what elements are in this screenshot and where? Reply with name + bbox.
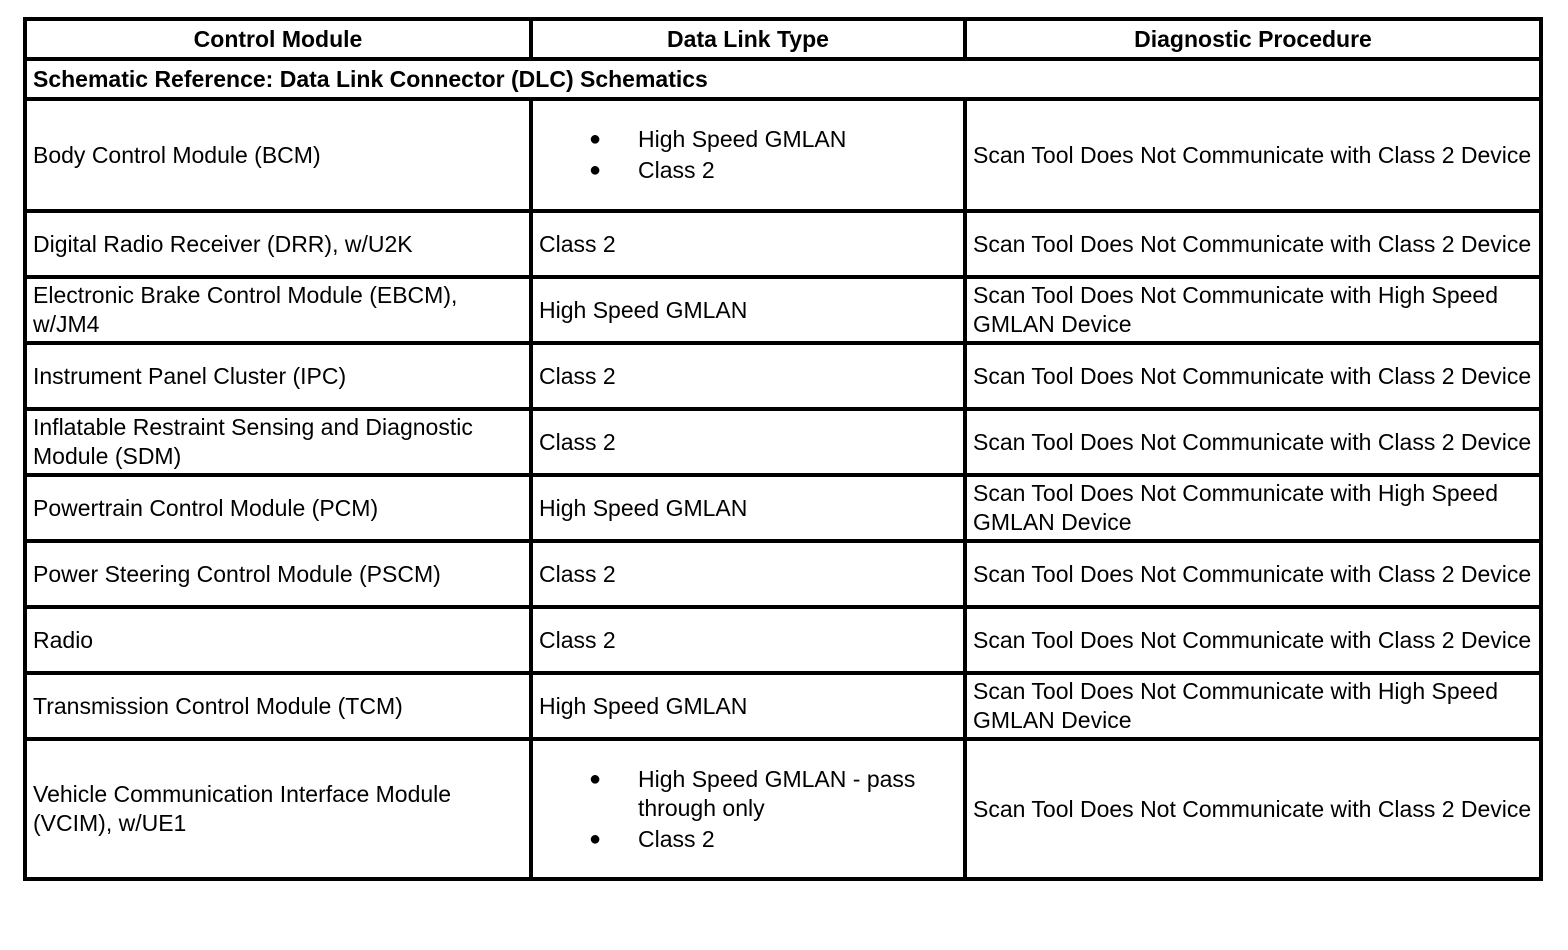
header-control-module: Control Module [25,19,531,59]
procedure-cell: Scan Tool Does Not Communicate with Class 2 Device [965,409,1541,475]
section-row [25,59,1541,99]
module-cell: Instrument Panel Cluster (IPC) [25,343,531,409]
bullet-icon: ● [589,159,602,181]
header-diagnostic-procedure: Diagnostic Procedure [965,19,1541,59]
table-row [25,673,1541,739]
table-row [25,409,1541,475]
table-row [25,277,1541,343]
module-cell: Transmission Control Module (TCM) [25,673,531,739]
table-row [25,211,1541,277]
link-cell: Class 2 [531,607,965,673]
link-bullet-list [539,125,957,185]
table-row [25,343,1541,409]
section-title: Schematic Reference: Data Link Connector (DLC) Schematics [25,59,1541,99]
procedure-cell: Scan Tool Does Not Communicate with High Speed GMLAN Device [965,673,1541,739]
bullet-icon: ● [589,128,602,150]
link-cell [531,739,965,879]
table-row [25,541,1541,607]
module-cell: Electronic Brake Control Module (EBCM), w/JM4 [25,277,531,343]
list-item: ● Class 2 [589,157,715,183]
procedure-cell: Scan Tool Does Not Communicate with High Speed GMLAN Device [965,475,1541,541]
module-cell: Body Control Module (BCM) [25,99,531,211]
list-item: ● High Speed GMLAN [589,126,847,152]
module-cell: Digital Radio Receiver (DRR), w/U2K [25,211,531,277]
link-cell: High Speed GMLAN [531,475,965,541]
link-cell: High Speed GMLAN [531,673,965,739]
list-item: ● Class 2 [589,825,715,852]
module-cell: Vehicle Communication Interface Module (VCIM), w/UE1 [25,739,531,879]
link-bullet-list [539,765,957,854]
procedure-cell: Scan Tool Does Not Communicate with Class 2 Device [965,99,1541,211]
header-data-link-type: Data Link Type [531,19,965,59]
link-cell [531,99,965,211]
module-cell: Powertrain Control Module (PCM) [25,475,531,541]
module-cell: Radio [25,607,531,673]
list-item: ● High Speed GMLAN - pass through only [589,765,916,821]
procedure-cell: Scan Tool Does Not Communicate with Class 2 Device [965,607,1541,673]
table-header-row [25,19,1541,59]
link-cell: Class 2 [531,211,965,277]
link-cell: High Speed GMLAN [531,277,965,343]
table-row [25,99,1541,211]
bullet-icon: ● [589,827,602,850]
link-cell: Class 2 [531,541,965,607]
module-cell: Power Steering Control Module (PSCM) [25,541,531,607]
procedure-cell: Scan Tool Does Not Communicate with Class 2 Device [965,739,1541,879]
dlc-data-link-table [23,17,1543,881]
link-cell: Class 2 [531,409,965,475]
procedure-cell: Scan Tool Does Not Communicate with Class 2 Device [965,343,1541,409]
table-row [25,739,1541,879]
link-cell: Class 2 [531,343,965,409]
procedure-cell: Scan Tool Does Not Communicate with Class 2 Device [965,211,1541,277]
procedure-cell: Scan Tool Does Not Communicate with High Speed GMLAN Device [965,277,1541,343]
table-row [25,607,1541,673]
bullet-icon: ● [589,767,602,790]
module-cell: Inflatable Restraint Sensing and Diagnostic Module (SDM) [25,409,531,475]
table-row [25,475,1541,541]
procedure-cell: Scan Tool Does Not Communicate with Class 2 Device [965,541,1541,607]
